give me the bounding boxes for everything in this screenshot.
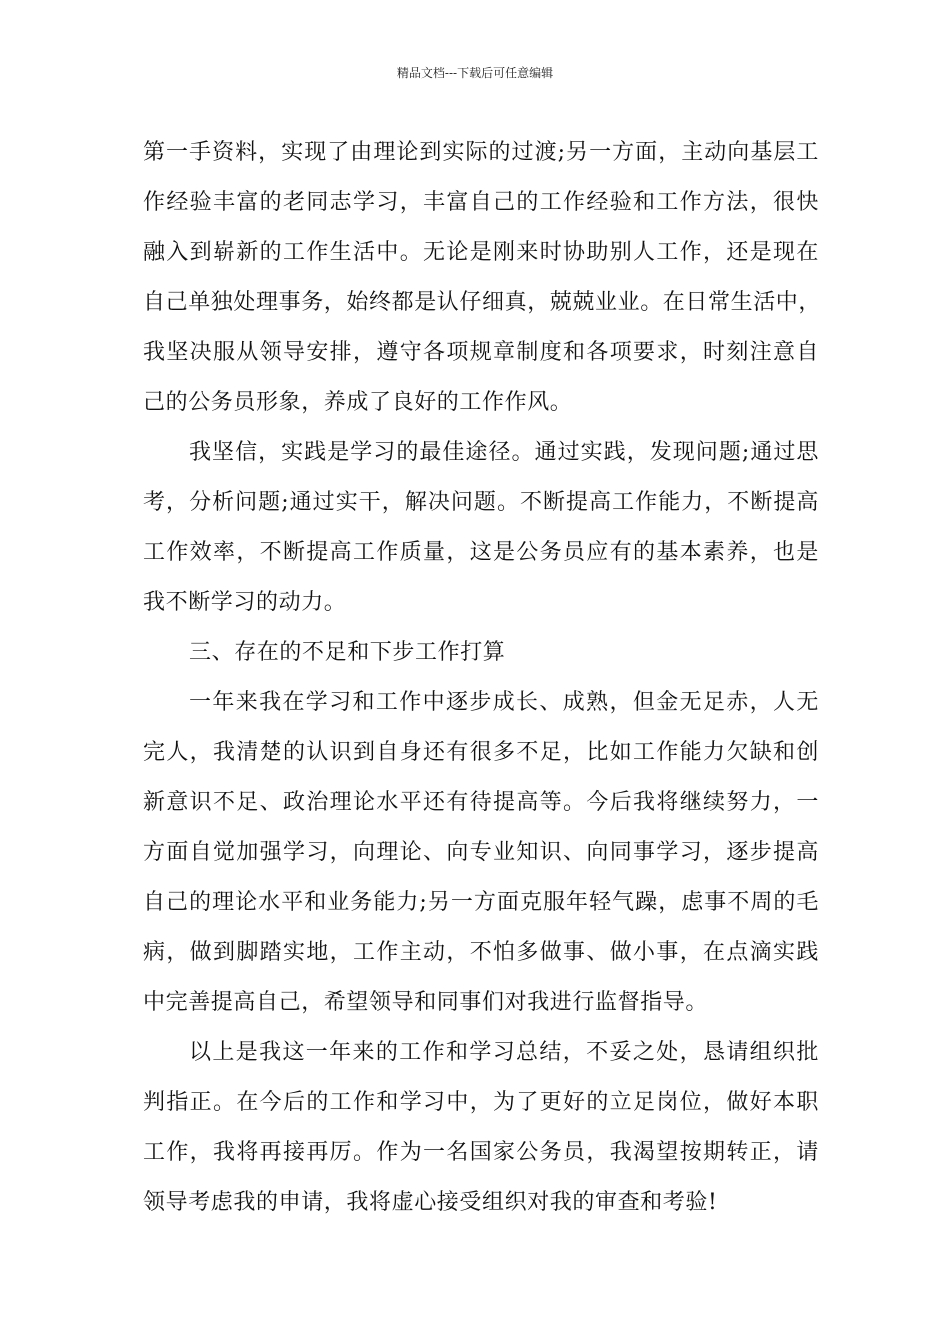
paragraph-work-experience <box>143 128 822 428</box>
text-line: 一年来我在学习和工作中逐步成长、成熟，但金无足赤，人无 <box>189 690 819 715</box>
text-line: 完人，我清楚的认识到自身还有很多不足，比如工作能力欠缺和创 <box>143 740 819 765</box>
text-line: 考，分析问题;通过实干，解决问题。不断提高工作能力，不断提高 <box>143 490 819 515</box>
text-line: 病，做到脚踏实地，工作主动，不怕多做事、做小事，在点滴实践 <box>143 940 819 965</box>
document-body <box>143 128 822 1228</box>
text-line: 我不断学习的动力。 <box>143 590 347 615</box>
text-line: 自己的理论水平和业务能力;另一方面克服年轻气躁，虑事不周的毛 <box>143 890 819 915</box>
section-heading <box>143 628 819 678</box>
text-line: 作经验丰富的老同志学习，丰富自己的工作经验和工作方法，很快 <box>143 190 819 215</box>
text-line: 判指正。在今后的工作和学习中，为了更好的立足岗位，做好本职 <box>143 1090 819 1115</box>
text-line: 第一手资料，实现了由理论到实际的过渡;另一方面，主动向基层工 <box>143 140 819 165</box>
paragraph-conclusion <box>143 1028 819 1228</box>
paragraph-shortcomings <box>143 678 819 1028</box>
text-line: 领导考虑我的申请，我将虚心接受组织对我的审查和考验! <box>143 1190 718 1215</box>
text-line: 以上是我这一年来的工作和学习总结，不妥之处，恳请组织批 <box>189 1040 819 1065</box>
text-line: 融入到崭新的工作生活中。无论是刚来时协助别人工作，还是现在 <box>143 240 819 265</box>
text-line: 方面自觉加强学习，向理论、向专业知识、向同事学习，逐步提高 <box>143 840 819 865</box>
paragraph-practice <box>143 428 819 628</box>
page-header: 精品文档---下载后可任意编辑 <box>396 66 554 80</box>
text-line: 中完善提高自己，希望领导和同事们对我进行监督指导。 <box>143 990 709 1015</box>
text-line: 工作效率，不断提高工作质量，这是公务员应有的基本素养，也是 <box>143 540 819 565</box>
text-line: 我坚信，实践是学习的最佳途径。通过实践，发现问题;通过思 <box>189 440 819 465</box>
text-line: 新意识不足、政治理论水平还有待提高等。今后我将继续努力，一 <box>143 790 819 815</box>
heading-text: 三、存在的不足和下步工作打算 <box>189 640 506 665</box>
text-line: 自己单独处理事务，始终都是认仔细真，兢兢业业。在日常生活中， <box>143 290 822 315</box>
text-line: 己的公务员形象，养成了良好的工作作风。 <box>143 390 573 415</box>
text-line: 工作，我将再接再厉。作为一名国家公务员，我渴望按期转正，请 <box>143 1140 819 1165</box>
text-line: 我坚决服从领导安排，遵守各项规章制度和各项要求，时刻注意自 <box>143 340 819 365</box>
